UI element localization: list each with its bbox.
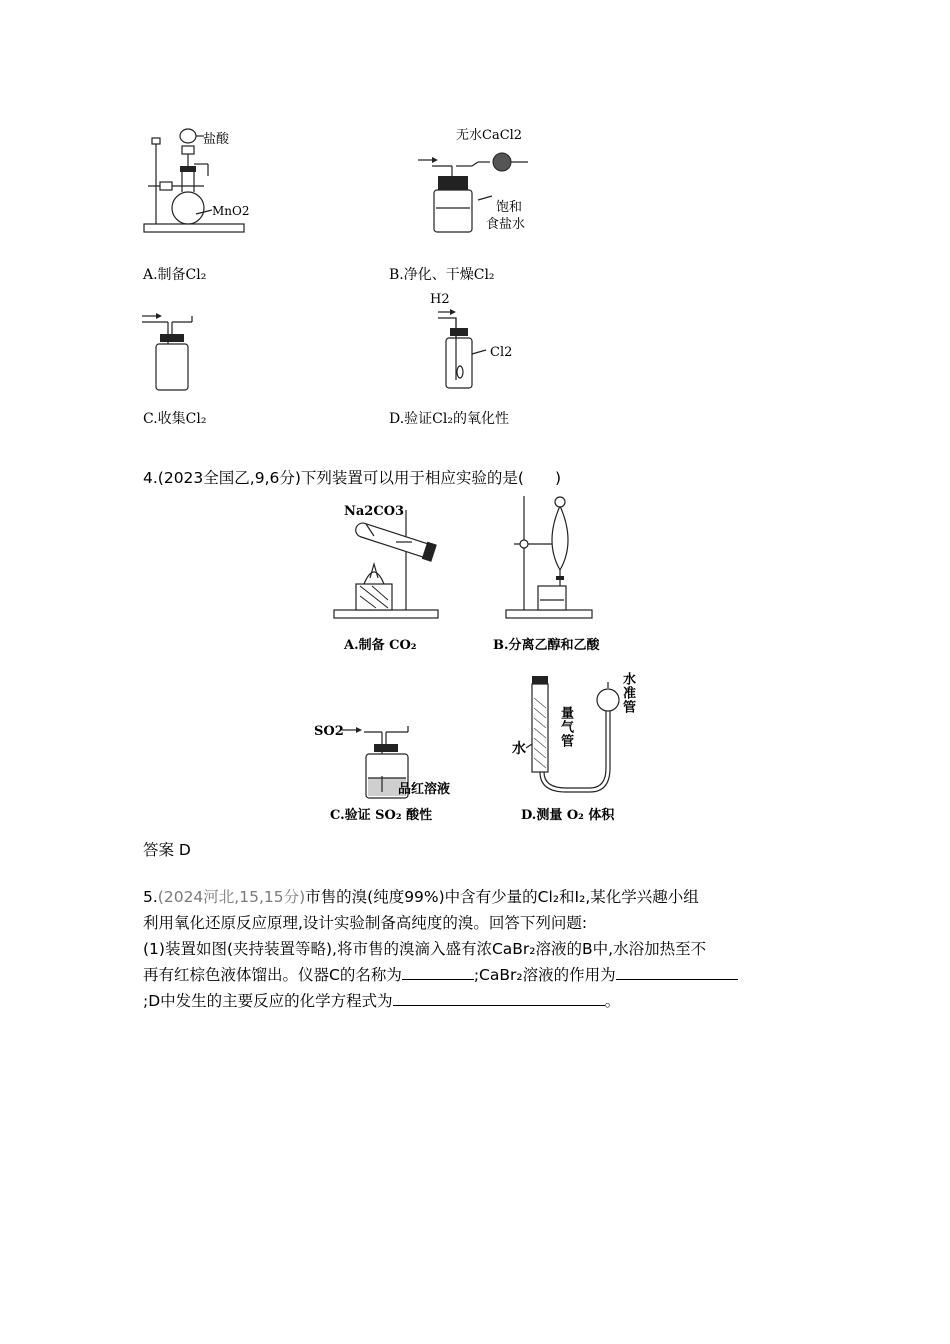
q4-figure-b bbox=[500, 492, 620, 624]
apparatus-c-drawing bbox=[138, 308, 198, 392]
q4-caption-d: D.测量 O₂ 体积 bbox=[521, 808, 615, 823]
question-5-line-2: 利用氧化还原反应原理,设计实验制备高纯度的溴。回答下列问题: bbox=[143, 914, 588, 932]
question-5-line-5-part-a: ;D中发生的主要反应的化学方程式为 bbox=[143, 992, 393, 1010]
question-5-line-5 bbox=[143, 988, 620, 1014]
question-5-line-3: (1)装置如图(夹持装置等略),将市售的溴滴入盛有浓CaBr₂溶液的B中,水浴加热至不 bbox=[143, 940, 707, 958]
answer-blank-instrument-c[interactable] bbox=[402, 963, 474, 980]
question-4-stem: 4.(2023全国乙,9,6分)下列装置可以用于相应实验的是( ) bbox=[143, 469, 562, 487]
caption-figure-c: C.收集Cl₂ bbox=[143, 411, 207, 427]
q4-caption-b: B.分离乙醇和乙酸 bbox=[493, 638, 600, 653]
figure-a-prepare-cl2 bbox=[138, 118, 368, 243]
apparatus-a-drawing bbox=[138, 118, 368, 243]
q4-caption-c: C.验证 SO₂ 酸性 bbox=[330, 808, 433, 823]
figure-c-collect-cl2 bbox=[138, 308, 198, 392]
label-saturated: 饱和 bbox=[496, 200, 523, 215]
q4-label-fuchsin-solution: 品红溶液 bbox=[398, 782, 451, 797]
q4-label-leveling-tube: 水准管 bbox=[620, 672, 635, 714]
question-5-line-1-text: 市售的溴(纯度99%)中含有少量的Cl₂和I₂,某化学兴趣小组 bbox=[305, 888, 699, 906]
question-5-line-4-part-b: ;CaBr₂溶液的作用为 bbox=[473, 966, 616, 984]
question-4-answer: 答案 D bbox=[143, 841, 191, 859]
caption-figure-b: B.净化、干燥Cl₂ bbox=[389, 267, 495, 283]
question-5-source: (2024河北,15,15分) bbox=[157, 888, 306, 906]
caption-figure-a: A.制备Cl₂ bbox=[143, 267, 207, 283]
answer-blank-cabr2-role[interactable] bbox=[616, 963, 738, 980]
label-cl2: Cl2 bbox=[490, 345, 513, 360]
q4-label-water: 水 bbox=[512, 741, 526, 757]
question-5-line-1 bbox=[143, 884, 699, 910]
q4-label-na2co3: Na2CO3 bbox=[344, 504, 405, 519]
question-5-line-4 bbox=[143, 962, 738, 988]
caption-figure-d: D.验证Cl₂的氧化性 bbox=[389, 411, 509, 427]
label-anhydrous-cacl2: 无水CaCl2 bbox=[456, 128, 523, 143]
question-5-number: 5. bbox=[143, 888, 158, 906]
q4-label-gas-burette: 量气管 bbox=[558, 706, 573, 748]
label-h2: H2 bbox=[430, 292, 450, 307]
q4-caption-a: A.制备 CO₂ bbox=[344, 638, 417, 653]
answer-blank-equation-d[interactable] bbox=[393, 989, 605, 1006]
question-5-line-4-part-a: 再有红棕色液体馏出。仪器C的名称为 bbox=[143, 966, 402, 984]
q4-apparatus-b-drawing bbox=[500, 492, 620, 624]
label-salt-water: 食盐水 bbox=[486, 217, 526, 232]
question-5-line-5-part-b: 。 bbox=[604, 992, 621, 1010]
q4-label-so2: SO2 bbox=[314, 724, 344, 739]
label-hydrochloric-acid: 盐酸 bbox=[203, 132, 230, 147]
label-mno2: MnO2 bbox=[212, 204, 250, 218]
